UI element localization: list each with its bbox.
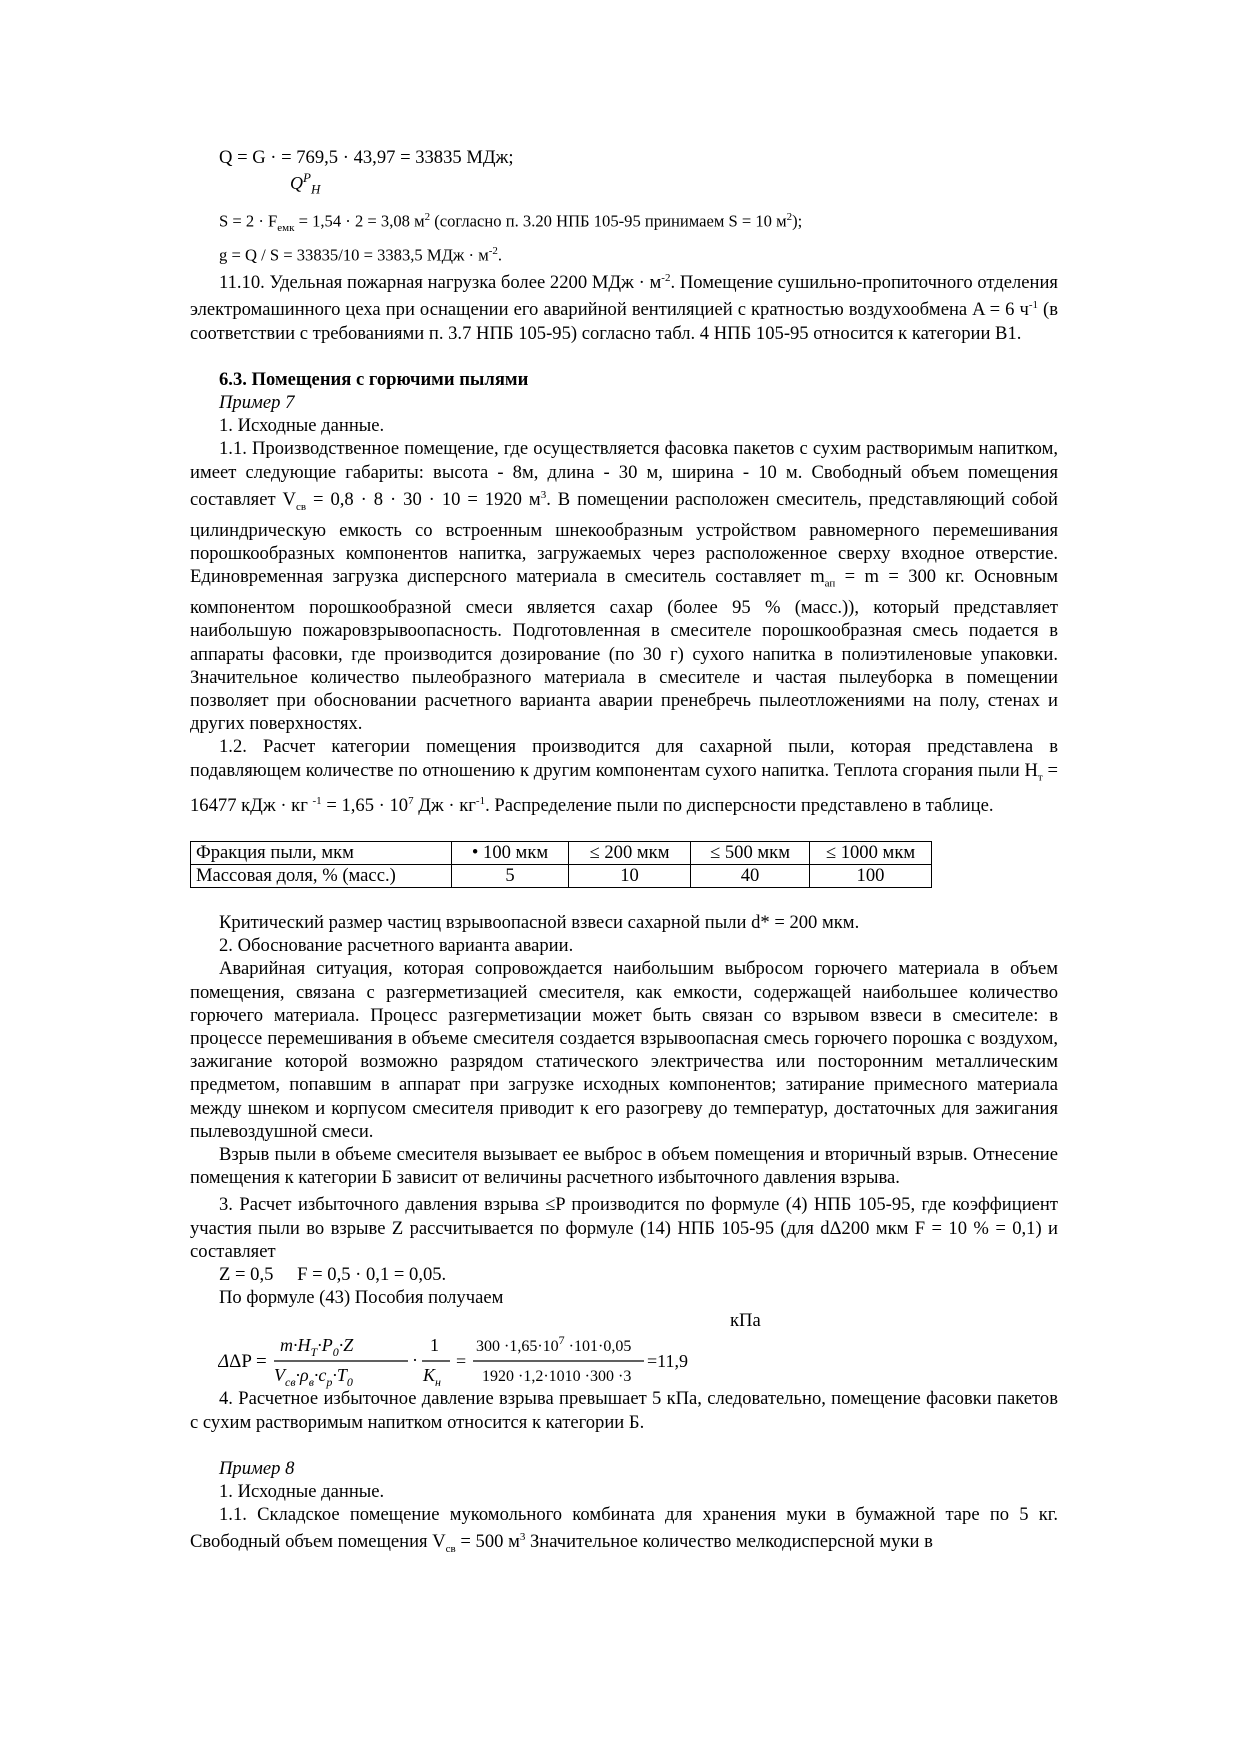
critical-size: Критический размер частиц взрывоопасной взвеси сахарной пыли d* = 200 мкм. — [219, 911, 860, 933]
paragraph-2-explosion: Взрыв пыли в объеме смесителя вызывает ее выброс в объем помещения и вторичный взрыв. Отнесение помещения к категории Б зависит от величины расчетного избыточного давления взрыва. — [190, 1143, 1058, 1189]
svg-text:=: = — [456, 1351, 467, 1372]
paragraph-1-2: 1.2. Расчет категории помещения производится для сахарной пыли, которая представлена в подавляющем количестве по отношению к другим компонентам сухого напитка. Теплота сгорания пыли $H_т = 16477$ кДж · кг $^{-1} = 1,65 \cdot 10^7$ Дж · $кг^{-1}$. Распределение пыли по дисперсности представлено в таблице. — [190, 736, 1058, 816]
paragraph-2-accident: Аварийная ситуация, которая сопровождается наибольшим выбросом горючего материала в объем помещения, связана с разгерметизацией смесителя, как емкости, содержащей наибольшее количество горючего материала. Процесс разгерметизации может быть связан со взрывом взвеси в смесителе: в процессе перемешивания в объеме смесителя создается взрывоопасная смесь горючего порошка с воздухом, зажигание которой возможно разрядом статического электричества или посторонним металлическим предметом, попавшим в аппарат при загрузке исходных компонентов; затирание примесного материала между шнеком и корпусом смесителя приводит к его разогреву до температур, достаточных для зажигания пылевоздушной смеси. — [190, 958, 1058, 1142]
formula-q-line: Q = G · = 769,5 · 43,97 = 33835 МДж; — [219, 147, 514, 168]
table-cell: 100 — [810, 864, 932, 887]
table-cell: 5 — [452, 864, 569, 887]
formula-delta-p — [190, 1310, 1058, 1390]
example-7-initial-data: 1. Исходные данные. — [219, 415, 385, 437]
fraction-3-numerator: $300 \cdot 1,65\cdot 10^7 \cdot 101\cdot 0,05$ — [476, 1333, 632, 1356]
formula-q — [190, 146, 1058, 206]
formula-unit: кПа — [730, 1310, 761, 1332]
formula-g: g = Q / S = 33835/10 = 3383,5 МДж · $м^{-2}$. — [219, 245, 503, 265]
svg-text:·: · — [412, 1350, 418, 1371]
fraction-1-denominator: $V_{св}\cdot\rho_в\cdot c_p\cdot T_0$ — [274, 1365, 353, 1390]
table-cell: • 100 мкм — [452, 841, 569, 864]
table-row — [191, 841, 932, 864]
table-row — [191, 864, 932, 887]
fraction-1-numerator: $m\cdot H_T\cdot P_0\cdot Z$ — [280, 1335, 354, 1360]
formula-q-qh: $Q^P_H$ — [290, 170, 321, 197]
fraction-3-denominator: 1920 ·1,2·1010 ·300 ·3 — [482, 1368, 632, 1386]
formula-s: $S = 2 \cdot F_{емк} = 1,54 \cdot 2 = 3,08$ $м^2$ (согласно п. 3.20 НПБ 105-95 принимаем S = 10 $м^2$); — [219, 211, 803, 234]
fraction-2-numerator: 1 — [430, 1335, 439, 1356]
paragraph-3: 3. Расчет избыточного давления взрыва ≤P производится по формуле (4) НПБ 105-95, где коэффициент участия пыли во взрыве Z рассчитывается по формуле (14) НПБ 105-95 (для dΔ200 мкм F = 10 % = 0,1) и составляет — [190, 1194, 1058, 1262]
fraction-2-denominator: $K_н$ — [423, 1365, 441, 1390]
formula-43-intro: По формуле (43) Пособия получаем — [219, 1287, 504, 1309]
formula-z: Z = 0,5 ⃞ F = 0,5 · 0,1 = 0,05. — [219, 1264, 447, 1285]
table-cell: ≤ 200 мкм — [569, 841, 691, 864]
table-cell: 10 — [569, 864, 691, 887]
example-7-section-2: 2. Обоснование расчетного варианта аварии. — [219, 935, 574, 957]
table-cell: ≤ 500 мкм — [691, 841, 810, 864]
table-cell: ≤ 1000 мкм — [810, 841, 932, 864]
dust-fraction-table — [190, 841, 932, 888]
section-heading: 6.3. Помещения с горючими пылями — [219, 368, 529, 390]
example-8-title: Пример 8 — [219, 1457, 295, 1479]
example-8-initial-data: 1. Исходные данные. — [219, 1481, 385, 1503]
formula-delta-p-svg — [218, 1333, 738, 1389]
table-cell: Фракция пыли, мкм — [191, 841, 452, 864]
formula-result: =11,9 — [647, 1351, 688, 1372]
example-7-title: Пример 7 — [219, 391, 295, 413]
document-page — [190, 146, 1058, 1562]
table-cell: Массовая доля, % (масс.) — [191, 864, 452, 887]
paragraph-1-1: 1.1. Производственное помещение, где осуществляется фасовка пакетов с сухим растворимым напитком, имеет следующие габариты: высота - 8м, длина - 30 м, ширина - 10 м. Свободный объем помещения составляет $V_{св} = 0,8 \cdot 8 \cdot 30 \cdot 10 = 1920$ $м^3$. В помещении расположен смеситель, представляющий собой цилиндрическую емкость со встроенным шнекообразным устройством равномерного перемешивания порошкообразных компонентов напитка, загружаемых через расположенное сверху входное отверстие. Единовременная загрузка дисперсного материала в смеситель составляет $m_{ап} = m = 300$ кг. Основным компонентом порошкообразной смеси является сахар (более 95 % (масс.)), который представляет наибольшую пожаровзрывоопасность. Подготовленная в смесителе порошкообразная смесь подается в аппараты фасовки, где производится дозирование (по 30 г) сухого напитка в полиэтиленовые упаковки. Значительное количество пылеобразного материала в смесителе и частая пылеуборка в помещении позволяет при обосновании расчетного варианта аварии пренебречь пылеотложениями на полу, стенах и других поверхностях. — [190, 438, 1058, 735]
paragraph-4-conclusion: 4. Расчетное избыточное давление взрыва превышает 5 кПа, следовательно, помещение фасовки пакетов с сухим растворимым напитком относится к категории Б. — [190, 1388, 1058, 1433]
table-cell: 40 — [691, 864, 810, 887]
paragraph-11-10: 11.10. Удельная пожарная нагрузка более 2200 МДж · $м^{-2}$. Помещение сушильно-пропиточного отделения электромашинного цеха при оснащении его аварийной вентиляцией с кратностью воздухообмена A = 6 $ч^{-1}$ (в соответствии с требованиями п. 3.7 НПБ 105-95) согласно табл. 4 НПБ 105-95 относится к категории В1. — [190, 271, 1059, 344]
example-8-paragraph-1-1: 1.1. Складское помещение мукомольного комбината для хранения муки в бумажной таре по 5 кг. Свободный объем помещения $V_{св} = 500$ $м^3$ Значительное количество мелкодисперсной муки в — [190, 1504, 1058, 1556]
formula-lhs: ΔΔP = — [218, 1351, 267, 1373]
